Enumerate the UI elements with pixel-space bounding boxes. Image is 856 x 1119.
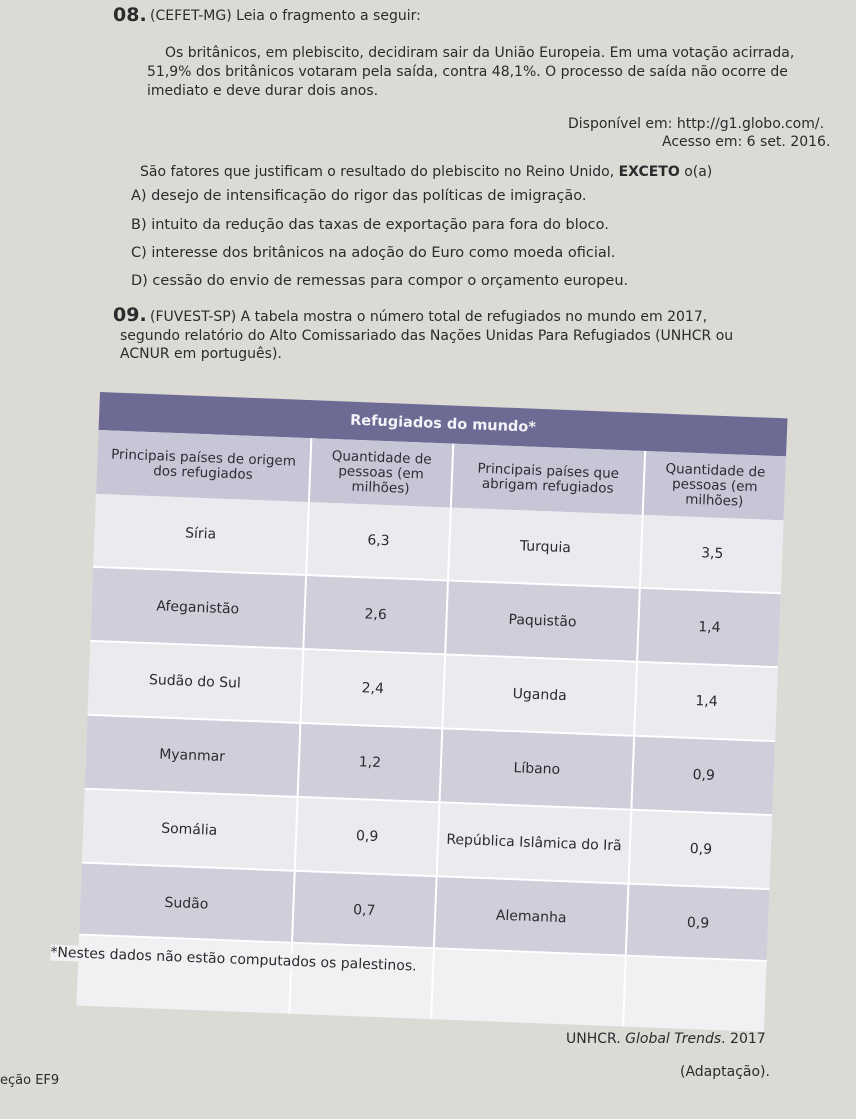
origin-qty: 2,6 xyxy=(364,606,388,624)
citation-line: Acesso em: 6 set. 2016. xyxy=(662,134,831,150)
host-qty: 1,4 xyxy=(697,619,721,636)
question-text-line: ACNUR em português). xyxy=(120,346,282,362)
passage-line: 51,9% dos britânicos votaram pela saída, contra 48,1%. O processo de saída não ocorre de xyxy=(147,64,788,80)
question-text-line: (FUVEST-SP) A tabela mostra o número total de refugiados no mundo em 2017, xyxy=(150,309,708,325)
header-host: Principais países que abrigam refugiados xyxy=(477,460,620,497)
option-c[interactable]: C) interesse dos britânicos na adoção do Euro como moeda oficial. xyxy=(131,245,616,261)
prompt-end: o(a) xyxy=(684,164,713,180)
host-country: República Islâmica do Irã xyxy=(446,831,622,855)
origin-country: Somália xyxy=(160,820,218,839)
host-qty: 0,9 xyxy=(692,767,716,784)
option-a[interactable]: A) desejo de intensificação do rigor das políticas de imigração. xyxy=(131,188,587,204)
origin-qty: 0,9 xyxy=(355,828,379,846)
table-title: Refugiados do mundo* xyxy=(99,392,788,456)
option-b[interactable]: B) intuito da redução das taxas de exportação para fora do bloco. xyxy=(131,217,609,233)
passage-line: imediato e deve durar dois anos. xyxy=(147,83,379,99)
header-origin-qty: Quantidade de pessoas (em milhões) xyxy=(331,447,432,497)
host-qty: 3,5 xyxy=(700,545,724,563)
origin-country: Síria xyxy=(184,525,217,543)
question-text-line: segundo relatório do Alto Comissariado das Nações Unidas Para Refugiados (UNHCR ou xyxy=(120,328,734,344)
host-qty: 0,9 xyxy=(686,914,710,932)
origin-qty: 2,4 xyxy=(361,680,385,698)
question-number-09: 09. xyxy=(113,304,147,326)
table-footnote: *Nestes dados não estão computados os palestinos. xyxy=(50,945,421,975)
origin-qty: 0,7 xyxy=(352,902,376,919)
origin-country: Afeganistão xyxy=(156,598,240,618)
header-origin: Principais países de origem dos refugiados xyxy=(110,446,297,483)
origin-country: Sudão do Sul xyxy=(148,672,242,692)
option-d[interactable]: D) cessão do envio de remessas para compor o orçamento europeu. xyxy=(131,273,629,289)
citation-line: Disponível em: http://g1.globo.com/. xyxy=(568,116,825,132)
prompt-start: São fatores que justificam o resultado do plebiscito no Reino Unido, xyxy=(140,164,615,180)
origin-qty: 6,3 xyxy=(367,532,390,550)
passage-line: Os britânicos, em plebiscito, decidiram sair da União Europeia. Em uma votação acirrada, xyxy=(165,45,795,61)
origin-qty: 1,2 xyxy=(358,754,382,772)
question-source-08: (CEFET-MG) Leia o fragmento a seguir: xyxy=(150,8,421,24)
host-country: Uganda xyxy=(512,686,568,705)
prompt-emphasis: EXCETO xyxy=(618,164,680,180)
table-source-adaptation: (Adaptação). xyxy=(680,1064,770,1080)
origin-country: Myanmar xyxy=(158,746,226,766)
host-qty: 1,4 xyxy=(695,693,718,710)
host-country: Paquistão xyxy=(508,611,577,631)
origin-country: Sudão xyxy=(164,894,209,913)
page-footer: eção EF9 xyxy=(0,1073,60,1088)
table-source xyxy=(566,1030,766,1049)
refugees-table xyxy=(50,392,787,1032)
host-country: Líbano xyxy=(513,760,561,778)
source-author: UNHCR. Global Trends. 2017 xyxy=(566,1031,766,1047)
question-number-08: 08. xyxy=(113,4,147,26)
source-title: Global Trends xyxy=(625,1031,722,1047)
question-prompt xyxy=(140,163,712,182)
host-country: Alemanha xyxy=(495,907,567,927)
header-host-qty: Quantidade de pessoas (em milhões) xyxy=(665,460,766,510)
host-country: Turquia xyxy=(519,538,572,557)
host-qty: 0,9 xyxy=(689,840,713,858)
